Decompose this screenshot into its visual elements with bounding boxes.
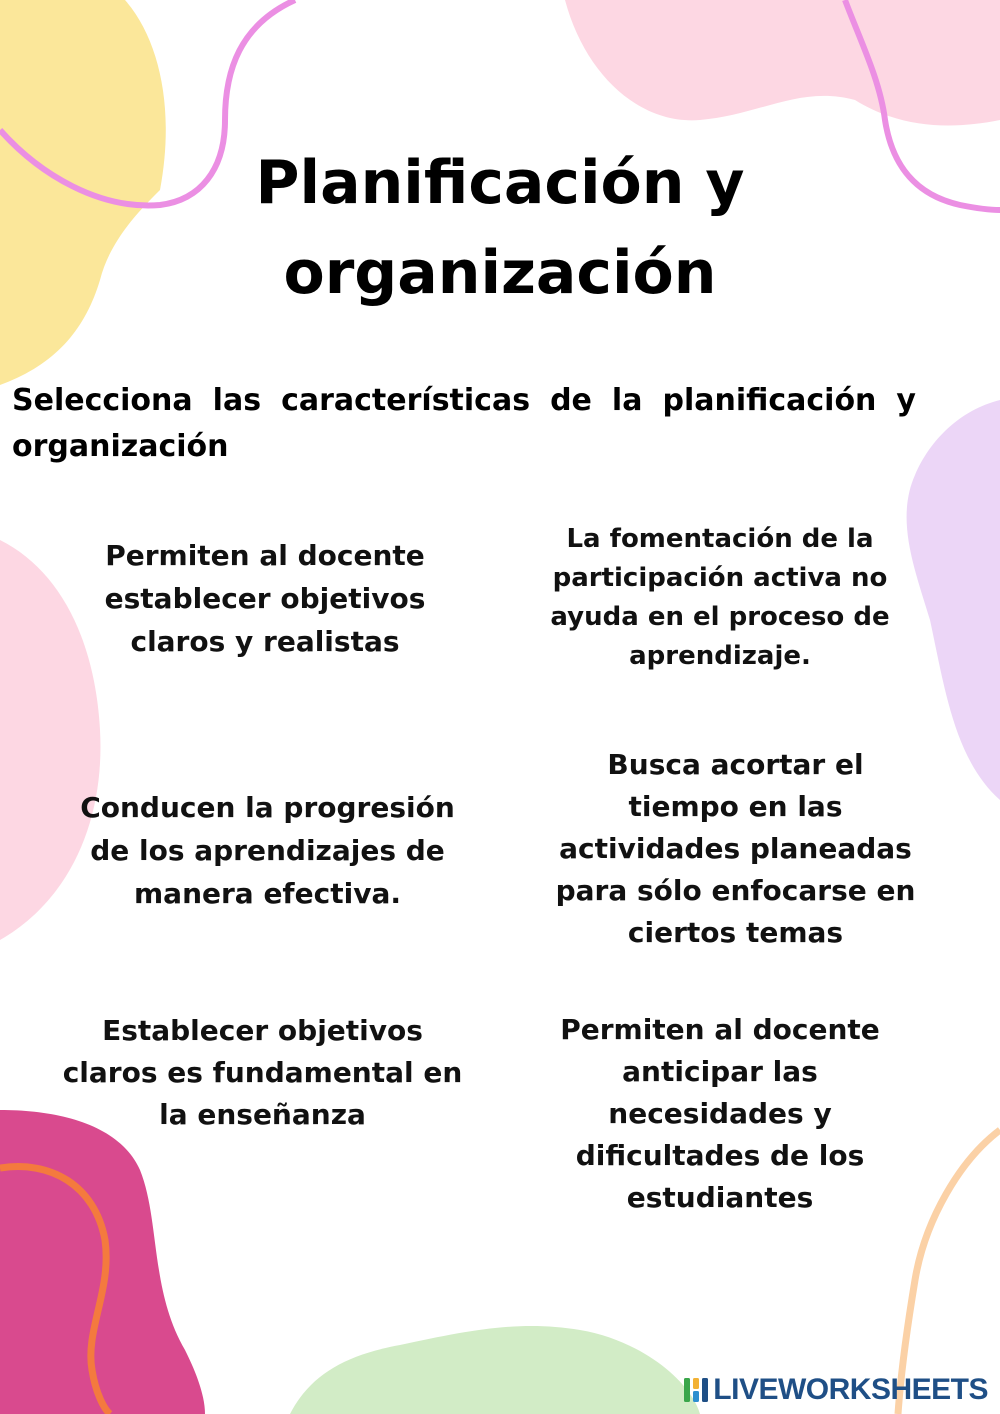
option-6[interactable]: Permiten al docente anticipar las necesidades y dificultades de los estudiantes <box>560 1013 880 1214</box>
title-line-1: Planificación y <box>255 148 745 218</box>
option-4[interactable]: Busca acortar el tiempo en las actividades planeadas para sólo enfocarse en ciertos temas <box>555 748 916 949</box>
title-line-2: organización <box>283 238 717 308</box>
lavender-blob <box>907 400 1000 800</box>
brand-footer <box>683 1372 988 1408</box>
page-title <box>150 138 850 318</box>
option-1[interactable]: Permiten al docente establecer objetivos claros y realistas <box>104 539 426 658</box>
pink-blob-top <box>565 0 1000 125</box>
liveworksheets-logo-icon <box>683 1377 709 1403</box>
green-blob <box>290 1326 700 1414</box>
brand-name: LIVEWORKSHEETS <box>713 1373 988 1406</box>
option-3[interactable]: Conducen la progresión de los aprendizajes de manera efectiva. <box>80 791 455 910</box>
magenta-blob <box>0 1110 205 1414</box>
instruction-text: Selecciona las características de la planificación y organización <box>12 383 916 464</box>
option-2[interactable]: La fomentación de la participación activa no ayuda en el proceso de aprendizaje. <box>550 524 890 671</box>
option-5[interactable]: Establecer objetivos claros es fundamental en la enseñanza <box>62 1014 463 1131</box>
